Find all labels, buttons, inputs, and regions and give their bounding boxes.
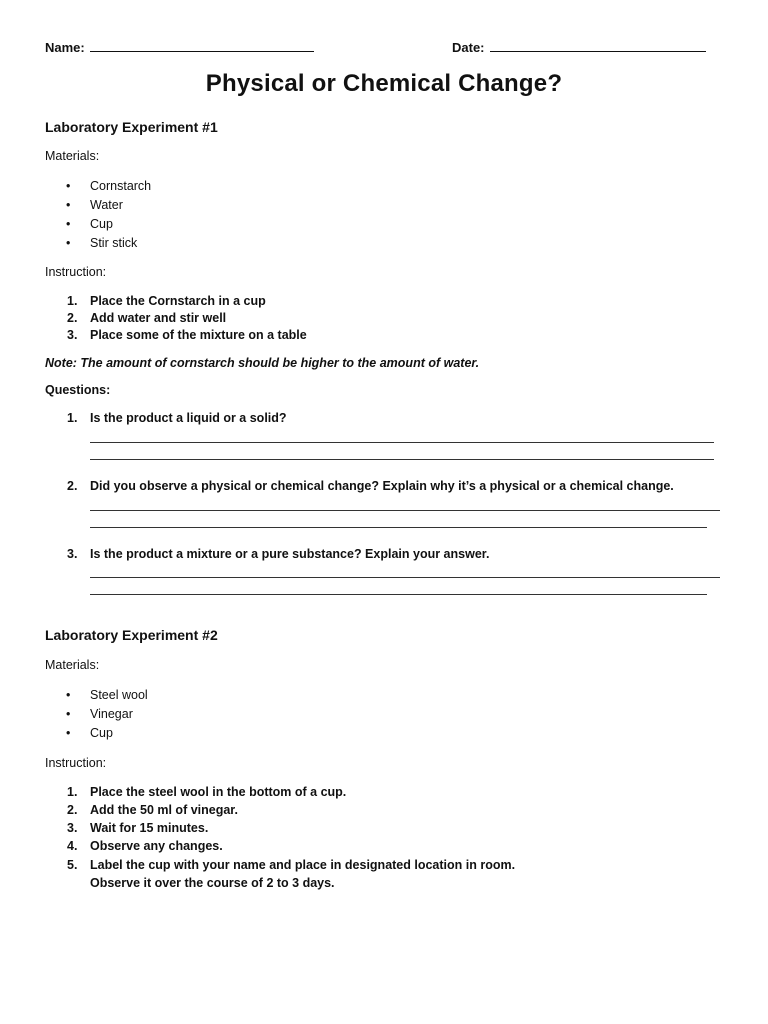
exp2-instruction-label: Instruction:	[45, 756, 107, 770]
name-label: Name:	[45, 40, 85, 55]
answer-line[interactable]	[90, 594, 707, 595]
bullet-icon: •	[66, 217, 71, 231]
bullet-icon: •	[66, 179, 71, 193]
answer-line[interactable]	[90, 459, 714, 460]
name-field	[45, 39, 314, 55]
bullet-icon: •	[66, 688, 71, 702]
bullet-icon: •	[66, 707, 71, 721]
worksheet-page: Name: Date: Physical or Chemical Change? Laboratory Experiment #1 Materials: • Cornstarch • Water • Cup • Stir stick Instruction: 1. Place the Cornstarch in a cup 2. Add water and stir well 3. Place some of the mixture on a table Note: The amount of cornstarch should be higher to the amount of water. Questions: 1. Is the product a liquid or a solid? 2. Did you observe a physical or chemical change? Explain why it’s a physical or a chemical change. 3. Is the product a mixture or a pure substance? Explain your answer. Laboratory Experiment #2 Materials: • Steel wool • Vinegar • Cup Instruction: 1. Place the steel wool in the bottom of a cup. 2. Add the 50 ml of vinegar. 3. Wait for 15 minutes. 4. Observe any changes. 5. Label the cup with your name and place in designated location in room. Observe it over the course of 2 to 3 days.	[0, 0, 768, 1024]
date-field	[452, 39, 706, 55]
name-blank-line[interactable]	[90, 39, 314, 52]
date-label: Date:	[452, 40, 485, 55]
exp1-note: Note: The amount of cornstarch should be higher to the amount of water.	[45, 356, 480, 370]
exp1-instruction-label: Instruction:	[45, 265, 107, 279]
answer-line[interactable]	[90, 527, 707, 528]
answer-line[interactable]	[90, 510, 720, 511]
page-title: Physical or Chemical Change?	[205, 70, 563, 97]
answer-line[interactable]	[90, 442, 714, 443]
date-blank-line[interactable]	[490, 39, 706, 52]
exp1-heading: Laboratory Experiment #1	[45, 119, 218, 135]
exp2-heading: Laboratory Experiment #2	[45, 627, 218, 643]
bullet-icon: •	[66, 726, 71, 740]
bullet-icon: •	[66, 198, 71, 212]
exp1-questions-label: Questions:	[45, 383, 111, 397]
bullet-icon: •	[66, 236, 71, 250]
exp1-materials-label: Materials:	[45, 149, 100, 163]
answer-line[interactable]	[90, 577, 720, 578]
exp2-materials-label: Materials:	[45, 658, 100, 672]
